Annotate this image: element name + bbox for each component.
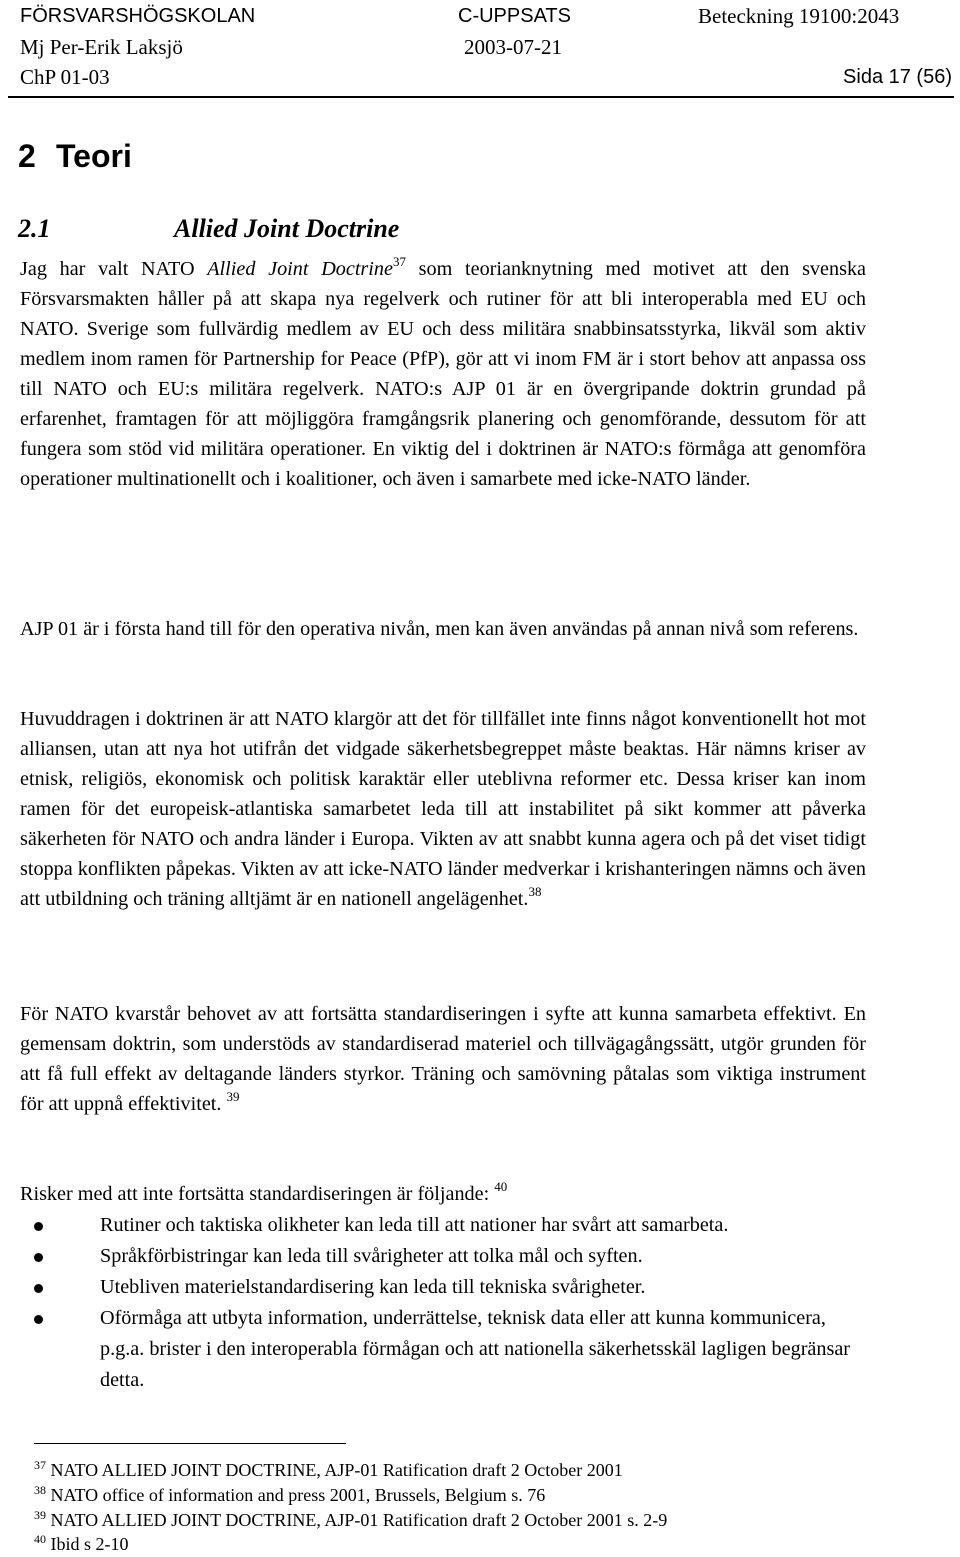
footnote-ref-38: 38 — [528, 884, 542, 899]
paragraph-1-lead: Jag har valt NATO — [20, 258, 208, 280]
section-heading — [18, 212, 399, 246]
list-item — [20, 1241, 866, 1272]
header-row-2 — [0, 32, 960, 62]
list-item — [20, 1272, 866, 1303]
chapter-heading — [18, 136, 132, 176]
footnote-number: 39 — [34, 1508, 46, 1522]
paragraph-4 — [20, 999, 866, 1119]
paragraph-5 — [20, 1179, 866, 1209]
footnote-rule — [34, 1443, 346, 1444]
footnote-number: 40 — [34, 1532, 46, 1546]
paragraph-3 — [20, 704, 866, 914]
footnote-text: NATO ALLIED JOINT DOCTRINE, AJP-01 Ratification draft 2 October 2001 s. 2-9 — [50, 1510, 668, 1530]
footnote — [34, 1484, 934, 1506]
list-item — [20, 1210, 866, 1241]
doctrine-title-italic: Allied Joint Doctrine — [207, 258, 393, 280]
chapter-number: 2 — [18, 138, 36, 174]
paragraph-1-text: som teorianknytning med motivet att den svenska Försvarsmakten håller på att skapa nya regelverk och rutiner för att bli interoperabla med EU och NATO. Sverige som fullvärdig medlem av EU och dess militära snabbinsatsstyrka, likväl som aktiv medlem inom ramen för Partnership for Peace (PfP), gör att vi inom FM är i stort behov att anpassa oss till NATO och EU:s militära regelverk. NATO:s AJP 01 är en övergripande doktrin grundad på erfarenhet, framtagen för att möjliggöra framgångsrik planering och genomförande, dessutom för att fungera som stöd vid militära operationer. En viktig del i doktrinen är NATO:s förmåga att genomföra operationer multinationellt och i koalitioner, och även i samarbete med icke-NATO länder. — [20, 258, 866, 490]
footnote — [34, 1533, 934, 1555]
header-rule — [8, 96, 954, 98]
header-author: Mj Per-Erik Laksjö — [20, 35, 183, 59]
header-doc-type: C-UPPSATS — [458, 5, 571, 27]
bullet-icon — [34, 1222, 43, 1231]
list-item-text: Utebliven materielstandardisering kan leda till tekniska svårigheter. — [100, 1276, 646, 1298]
bullet-icon — [34, 1284, 43, 1293]
paragraph-4-text: För NATO kvarstår behovet av att fortsätta standardiseringen i syfte att kunna samarbeta effektivt. En gemensam doktrin, som understöds av standardiserad materiel och tillvägagångssätt, utgör grunden för att få full effekt av deltagande länders styrkor. Träning och samövning påtalas som viktiga instrument för att uppnå effektivitet. — [20, 1003, 866, 1115]
chapter-title: Teori — [56, 138, 132, 174]
footnote-ref-39: 39 — [226, 1089, 240, 1104]
header-designation: Beteckning 19100:2043 — [698, 4, 900, 28]
header-org: FÖRSVARSHÖGSKOLAN — [20, 5, 256, 27]
paragraph-5-text: Risker med att inte fortsätta standardiseringen är följande: — [20, 1183, 490, 1205]
footnote — [34, 1509, 934, 1531]
footnote-ref-37: 37 — [392, 254, 406, 269]
footnote — [34, 1459, 934, 1481]
header-date: 2003-07-21 — [464, 35, 562, 59]
bullet-icon — [34, 1253, 43, 1262]
header-row-1 — [0, 1, 960, 31]
header-page-number: Sida 17 (56) — [843, 66, 952, 88]
list-item-text: Språkförbistringar kan leda till svårigheter att tolka mål och syften. — [100, 1245, 643, 1267]
header-course: ChP 01-03 — [20, 65, 110, 89]
header-row-3 — [0, 62, 960, 92]
section-title: Allied Joint Doctrine — [174, 214, 400, 243]
footnote-number: 37 — [34, 1458, 46, 1472]
footnote-ref-40: 40 — [494, 1179, 508, 1194]
paragraph-1 — [20, 254, 866, 494]
list-item — [20, 1303, 866, 1396]
risk-list — [20, 1210, 866, 1396]
section-number: 2.1 — [18, 214, 51, 243]
footnote-text: NATO office of information and press 2001, Brussels, Belgium s. 76 — [50, 1485, 546, 1505]
footnote-number: 38 — [34, 1483, 46, 1497]
paragraph-2 — [20, 614, 866, 644]
paragraph-2-text: AJP 01 är i första hand till för den operativa nivån, men kan även användas på annan nivå som referens. — [20, 618, 859, 640]
list-item-text: Oförmåga att utbyta information, underrättelse, teknisk data eller att kunna kommunicera, p.g.a. brister i den interoperabla förmågan och att nationella säkerhetsskäl lagligen begränsar detta. — [100, 1307, 851, 1391]
bullet-icon — [34, 1315, 43, 1324]
footnote-text: Ibid s 2-10 — [50, 1534, 129, 1554]
paragraph-3-text: Huvuddragen i doktrinen är att NATO klargör att det för tillfället inte finns något konventionellt hot mot alliansen, utan att nya hot utifrån det vidgade säkerhetsbegreppet måste beaktas. Här nämns kriser av etnisk, religiös, ekonomisk och politisk karaktär eller uteblivna reformer etc. Dessa kriser kan inom ramen för det europeisk-atlantiska samarbetet leda till att instabilitet på sikt kommer att påverka säkerheten för NATO och andra länder i Europa. Vikten av att snabbt kunna agera och på det viset tidigt stoppa konflikten påpekas. Vikten av att icke-NATO länder medverkar i krishanteringen nämns och även att utbildning och träning alltjämt är en nationell angelägenhet. — [20, 708, 866, 910]
footnote-text: NATO ALLIED JOINT DOCTRINE, AJP-01 Ratification draft 2 October 2001 — [50, 1460, 623, 1480]
list-item-text: Rutiner och taktiska olikheter kan leda till att nationer har svårt att samarbeta. — [100, 1214, 729, 1236]
